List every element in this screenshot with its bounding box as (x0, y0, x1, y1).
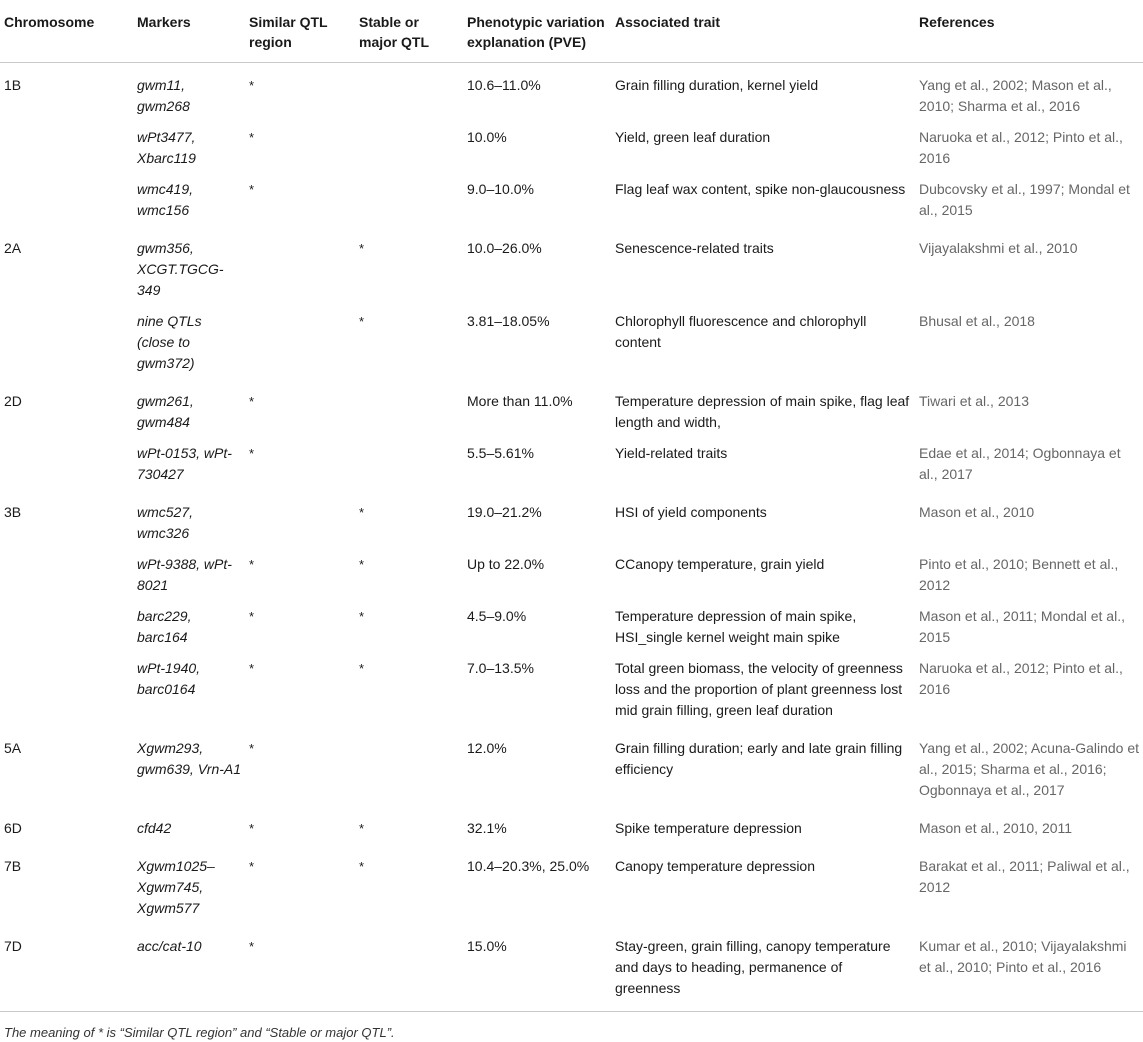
cell-stable-or-major-qtl: * (359, 859, 365, 874)
cell-chromosome (0, 174, 133, 226)
cell-associated-trait: HSI of yield components (615, 504, 767, 520)
cell-associated-trait: Yield-related traits (615, 445, 728, 461)
cell-associated-trait: Flag leaf wax content, spike non-glaucousness (615, 181, 906, 197)
cell-associated-trait: Total green biomass, the velocity of greenness loss and the proportion of plant greenness lost mid grain filling, green leaf duration (615, 660, 903, 718)
cell-chromosome (0, 306, 133, 379)
cell-markers: Xgwm1025–Xgwm745, Xgwm577 (137, 858, 215, 916)
header-chromosome: Chromosome (4, 14, 95, 30)
cell-references: Yang et al., 2002; Mason et al., 2010; Sharma et al., 2016 (919, 77, 1112, 114)
cell-stable-or-major-qtl (355, 924, 463, 1012)
cell-chromosome (0, 653, 133, 726)
cell-associated-trait: Temperature depression of main spike, HSI_single kernel weight main spike (615, 608, 857, 645)
cell-references: Mason et al., 2011; Mondal et al., 2015 (919, 608, 1125, 645)
cell-chromosome: 7D (4, 938, 22, 954)
cell-references: Barakat et al., 2011; Paliwal et al., 2012 (919, 858, 1130, 895)
table-row (0, 174, 1143, 226)
cell-stable-or-major-qtl: * (359, 241, 365, 256)
cell-stable-or-major-qtl: * (359, 661, 365, 676)
cell-associated-trait: Chlorophyll fluorescence and chlorophyll content (615, 313, 867, 350)
header-pve: Phenotypic variation explanation (PVE) (467, 14, 605, 50)
cell-associated-trait: CCanopy temperature, grain yield (615, 556, 825, 572)
cell-references: Bhusal et al., 2018 (919, 313, 1035, 329)
cell-references: Yang et al., 2002; Acuna-Galindo et al., 2015; Sharma et al., 2016; Ogbonnaya et al., 2017 (919, 740, 1140, 798)
cell-associated-trait: Yield, green leaf duration (615, 129, 771, 145)
cell-pve: 19.0–21.2% (467, 504, 542, 520)
cell-stable-or-major-qtl (355, 174, 463, 226)
cell-similar-qtl-region: * (249, 859, 255, 874)
table-row (0, 806, 1143, 844)
cell-pve: 10.6–11.0% (467, 77, 541, 93)
cell-stable-or-major-qtl (355, 63, 463, 123)
cell-chromosome: 6D (4, 820, 22, 836)
cell-chromosome (0, 601, 133, 653)
cell-markers: wmc419, wmc156 (137, 181, 194, 218)
header-references: References (919, 14, 995, 30)
table-row (0, 924, 1143, 1012)
table-row (0, 844, 1143, 924)
cell-pve: 10.0–26.0% (467, 240, 542, 256)
cell-references: Naruoka et al., 2012; Pinto et al., 2016 (919, 129, 1123, 166)
cell-stable-or-major-qtl: * (359, 557, 365, 572)
cell-markers: gwm11, gwm268 (137, 77, 190, 114)
cell-pve: 9.0–10.0% (467, 181, 534, 197)
cell-markers: wmc527, wmc326 (137, 504, 194, 541)
cell-similar-qtl-region: * (249, 394, 255, 409)
cell-references: Naruoka et al., 2012; Pinto et al., 2016 (919, 660, 1123, 697)
cell-similar-qtl-region: * (249, 661, 255, 676)
cell-associated-trait: Grain filling duration, kernel yield (615, 77, 819, 93)
cell-pve: 7.0–13.5% (467, 660, 534, 676)
header-associated-trait: Associated trait (615, 14, 721, 30)
cell-stable-or-major-qtl (355, 122, 463, 174)
cell-stable-or-major-qtl: * (359, 609, 365, 624)
cell-pve: 15.0% (467, 938, 507, 954)
cell-references: Tiwari et al., 2013 (919, 393, 1029, 409)
cell-pve: 10.4–20.3%, 25.0% (467, 858, 590, 874)
cell-associated-trait: Stay-green, grain filling, canopy temperature and days to heading, permanence of greenness (615, 938, 891, 996)
table-row (0, 226, 1143, 306)
cell-stable-or-major-qtl (355, 726, 463, 806)
cell-chromosome: 1B (4, 77, 22, 93)
cell-similar-qtl-region: * (249, 821, 255, 836)
cell-similar-qtl-region: * (249, 130, 255, 145)
table-row (0, 490, 1143, 549)
cell-associated-trait: Senescence-related traits (615, 240, 774, 256)
cell-markers: gwm356, XCGT.TGCG-349 (137, 240, 224, 298)
cell-pve: 32.1% (467, 820, 507, 836)
cell-similar-qtl-region: * (249, 182, 255, 197)
cell-chromosome: 2D (4, 393, 22, 409)
cell-references: Kumar et al., 2010; Vijayalakshmi et al., 2010; Pinto et al., 2016 (919, 938, 1127, 975)
cell-associated-trait: Canopy temperature depression (615, 858, 816, 874)
cell-pve: 12.0% (467, 740, 507, 756)
table-row (0, 63, 1143, 123)
cell-similar-qtl-region: * (249, 446, 255, 461)
table-row (0, 549, 1143, 601)
cell-markers: nine QTLs (close to gwm372) (137, 313, 202, 371)
header-stable-or-major-qtl: Stable or major QTL (359, 14, 430, 50)
cell-references: Mason et al., 2010, 2011 (919, 820, 1073, 836)
cell-similar-qtl-region: * (249, 939, 255, 954)
table-body (0, 63, 1143, 1012)
cell-stable-or-major-qtl: * (359, 821, 365, 836)
cell-pve: More than 11.0% (467, 393, 573, 409)
cell-chromosome (0, 438, 133, 490)
cell-associated-trait: Temperature depression of main spike, flag leaf length and width, (615, 393, 910, 430)
cell-markers: gwm261, gwm484 (137, 393, 194, 430)
cell-markers: Xgwm293, gwm639, Vrn-A1 (137, 740, 242, 777)
cell-similar-qtl-region: * (249, 557, 255, 572)
cell-references: Pinto et al., 2010; Bennett et al., 2012 (919, 556, 1119, 593)
header-row (0, 0, 1143, 63)
cell-similar-qtl-region: * (249, 609, 255, 624)
cell-similar-qtl-region: * (249, 78, 255, 93)
cell-references: Vijayalakshmi et al., 2010 (919, 240, 1078, 256)
table-row (0, 306, 1143, 379)
cell-markers: wPt-9388, wPt-8021 (137, 556, 232, 593)
cell-chromosome: 5A (4, 740, 22, 756)
cell-references: Edae et al., 2014; Ogbonnaya et al., 2017 (919, 445, 1121, 482)
cell-associated-trait: Spike temperature depression (615, 820, 802, 836)
cell-chromosome (0, 549, 133, 601)
cell-references: Mason et al., 2010 (919, 504, 1035, 520)
cell-pve: Up to 22.0% (467, 556, 545, 572)
cell-markers: wPt3477, Xbarc119 (137, 129, 196, 166)
table-row (0, 726, 1143, 806)
header-markers: Markers (137, 14, 191, 30)
cell-stable-or-major-qtl: * (359, 505, 365, 520)
cell-associated-trait: Grain filling duration; early and late grain filling efficiency (615, 740, 903, 777)
cell-chromosome: 3B (4, 504, 22, 520)
cell-similar-qtl-region (245, 226, 355, 306)
cell-pve: 3.81–18.05% (467, 313, 550, 329)
cell-pve: 4.5–9.0% (467, 608, 527, 624)
table-row (0, 438, 1143, 490)
cell-pve: 5.5–5.61% (467, 445, 534, 461)
cell-markers: wPt-1940, barc0164 (137, 660, 201, 697)
cell-similar-qtl-region (245, 490, 355, 549)
cell-stable-or-major-qtl (355, 379, 463, 438)
table-row (0, 601, 1143, 653)
cell-references: Dubcovsky et al., 1997; Mondal et al., 2015 (919, 181, 1130, 218)
header-similar-qtl-region: Similar QTL region (249, 14, 328, 50)
cell-chromosome (0, 122, 133, 174)
cell-stable-or-major-qtl (355, 438, 463, 490)
cell-markers: acc/cat-10 (137, 938, 202, 954)
table-footnote: The meaning of * is “Similar QTL region” and “Stable or major QTL”. (4, 1025, 395, 1040)
cell-similar-qtl-region: * (249, 741, 255, 756)
cell-markers: cfd42 (137, 820, 172, 836)
cell-similar-qtl-region (245, 306, 355, 379)
cell-stable-or-major-qtl: * (359, 314, 365, 329)
cell-markers: barc229, barc164 (137, 608, 192, 645)
table-row (0, 122, 1143, 174)
cell-markers: wPt-0153, wPt-730427 (137, 445, 232, 482)
cell-chromosome: 2A (4, 240, 22, 256)
table-row (0, 379, 1143, 438)
cell-pve: 10.0% (467, 129, 507, 145)
cell-chromosome: 7B (4, 858, 22, 874)
table-row (0, 653, 1143, 726)
